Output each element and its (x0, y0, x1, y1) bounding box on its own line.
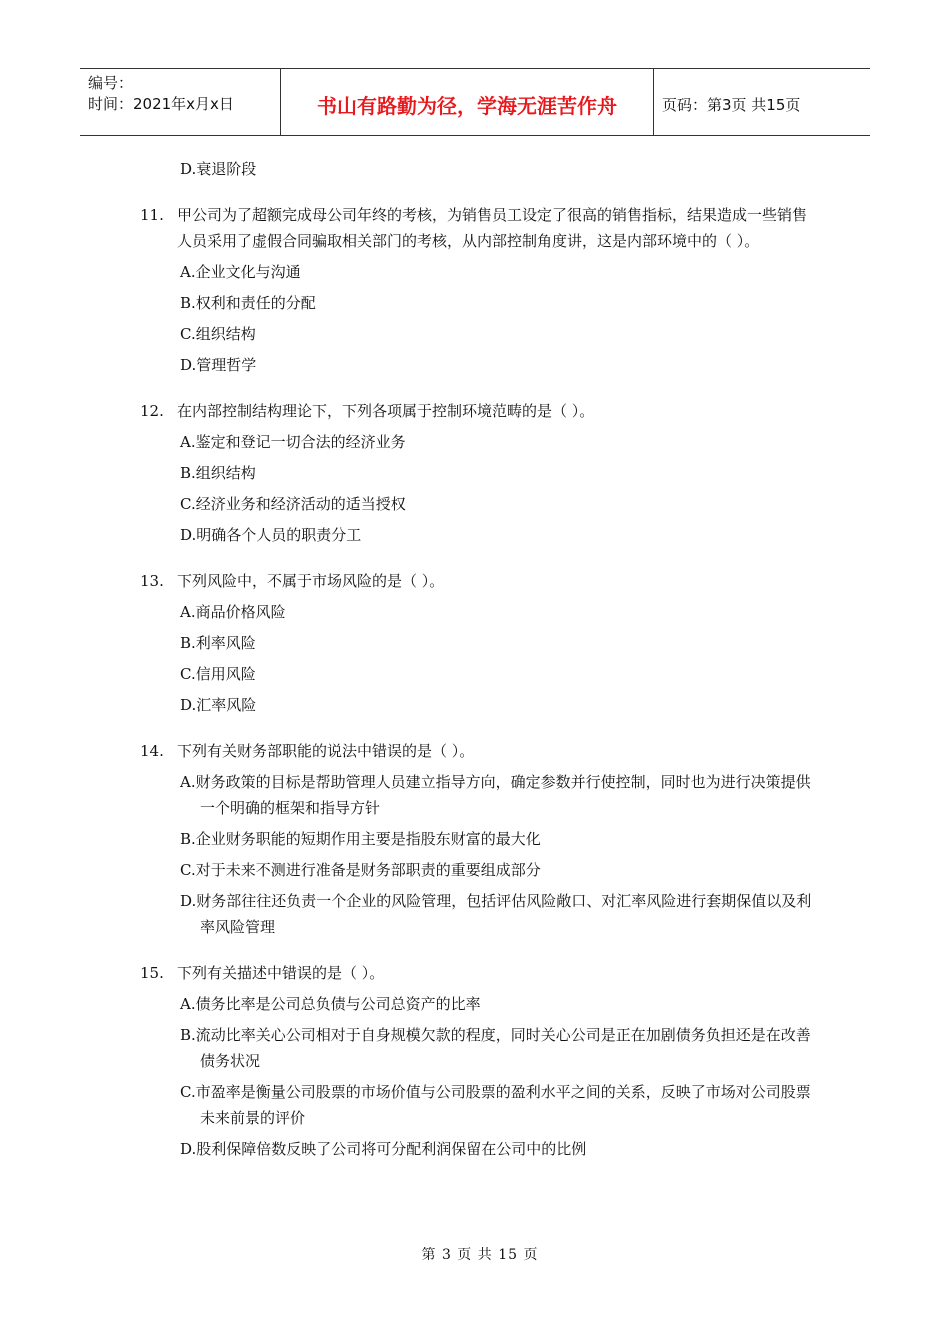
header-meta (80, 69, 281, 135)
question-number: 14. (140, 742, 164, 760)
page-footer: 第 3 页 共 15 页 (421, 1247, 539, 1263)
option-b: B.组织结构 (180, 464, 256, 482)
question-number: 11. (140, 206, 164, 224)
option-d: D.管理哲学 (180, 356, 257, 374)
option-b: B.流动比率关心公司相对于自身规模欠款的程度，同时关心公司是正在加剧债务负担还是在改善债务状况 (180, 1026, 811, 1070)
option-d: D.汇率风险 (180, 696, 257, 714)
question-stem (140, 568, 820, 594)
question-text: 下列有关财务部职能的说法中错误的是（ ）。 (177, 742, 475, 760)
question-text: 下列风险中，不属于市场风险的是（ ）。 (177, 572, 445, 590)
question-number: 12. (140, 402, 164, 420)
question-stem (140, 398, 820, 424)
header-page-label: 页码：第3页 共15页 (662, 95, 801, 114)
question-15 (140, 960, 820, 1162)
question-11 (140, 202, 820, 378)
option-c: C.组织结构 (180, 325, 256, 343)
option-b: B.利率风险 (180, 634, 256, 652)
question-stem (140, 202, 820, 254)
page-header (80, 68, 870, 136)
question-number: 15. (140, 964, 164, 982)
question-stem (140, 738, 820, 764)
option-c: C.对于未来不测进行准备是财务部职责的重要组成部分 (180, 861, 541, 879)
question-12 (140, 398, 820, 548)
option-c: C.市盈率是衡量公司股票的市场价值与公司股票的盈利水平之间的关系，反映了市场对公司股票未来前景的评价 (180, 1083, 811, 1127)
option-a: A.财务政策的目标是帮助管理人员建立指导方向，确定参数并行使控制，同时也为进行决策提供一个明确的框架和指导方针 (180, 773, 811, 817)
option-a: A.债务比率是公司总负债与公司总资产的比率 (180, 995, 481, 1013)
option-d: D.股利保障倍数反映了公司将可分配利润保留在公司中的比例 (180, 1140, 587, 1158)
option-c: C.信用风险 (180, 665, 256, 683)
option-a: A.商品价格风险 (180, 603, 286, 621)
question-stem (140, 960, 820, 986)
document-number-label: 编号： (88, 74, 134, 92)
option-d: D.明确各个人员的职责分工 (180, 526, 362, 544)
previous-question-option: D.衰退阶段 (180, 160, 257, 178)
question-14 (140, 738, 820, 940)
document-body (140, 156, 820, 1167)
question-text: 下列有关描述中错误的是（ ）。 (177, 964, 385, 982)
option-a: A.企业文化与沟通 (180, 263, 301, 281)
option-c: C.经济业务和经济活动的适当授权 (180, 495, 406, 513)
option-b: B.权利和责任的分配 (180, 294, 316, 312)
question-13 (140, 568, 820, 718)
option-b: B.企业财务职能的短期作用主要是指股东财富的最大化 (180, 830, 541, 848)
question-number: 13. (140, 572, 164, 590)
document-time-label: 时间：2021年x月x日 (88, 95, 234, 113)
option-a: A.鉴定和登记一切合法的经济业务 (180, 433, 406, 451)
question-text: 在内部控制结构理论下，下列各项属于控制环境范畴的是（ ）。 (177, 402, 595, 420)
header-motto: 书山有路勤为径，学海无涯苦作舟 (281, 69, 654, 135)
question-text: 甲公司为了超额完成母公司年终的考核，为销售员工设定了很高的销售指标，结果造成一些销售人员采用了虚假合同骗取相关部门的考核，从内部控制角度讲，这是内部环境中的（ ）。 (177, 206, 808, 250)
option-d: D.财务部往往还负责一个企业的风险管理，包括评估风险敞口、对汇率风险进行套期保值以及利率风险管理 (180, 892, 812, 936)
